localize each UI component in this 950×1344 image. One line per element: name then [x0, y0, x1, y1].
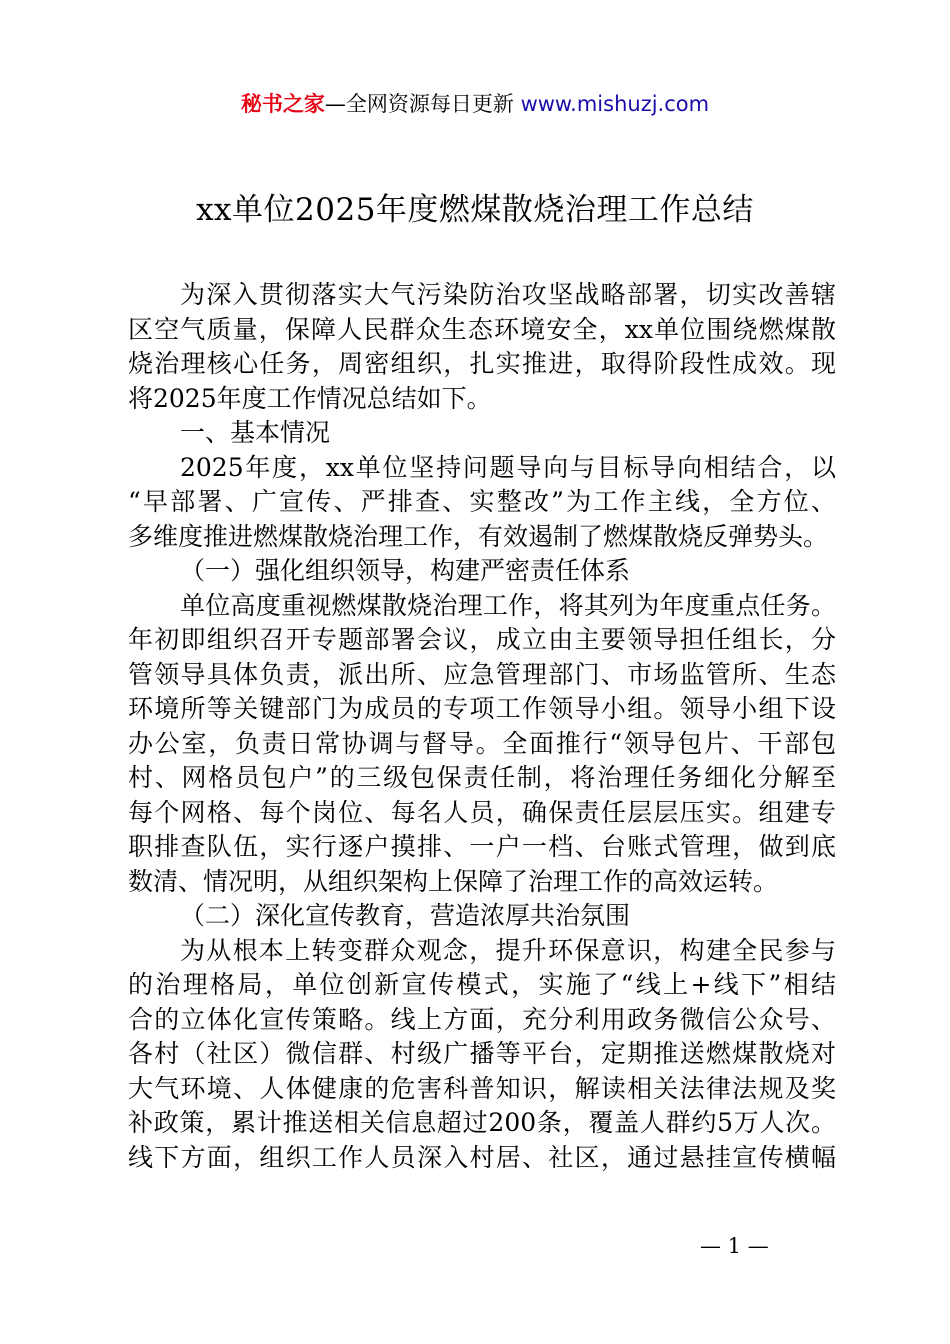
body-line: 为深入贯彻落实大气污染防治攻坚战略部署，切实改善辖	[180, 280, 836, 309]
document-body	[128, 278, 836, 1175]
body-line: 区空气质量，保障人民群众生态环境安全，xx单位围绕燃煤散	[128, 314, 836, 344]
body-line: 2025年度，xx单位坚持问题导向与目标导向相结合，以	[180, 452, 836, 482]
body-line: 环境所等关键部门为成员的专项工作领导小组。领导小组下设	[128, 694, 836, 723]
body-line: 村、网格员包户”的三级包保责任制，将治理任务细化分解至	[128, 763, 836, 792]
body-line: 合的立体化宣传策略。线上方面，充分利用政务微信公众号、	[128, 1004, 836, 1034]
site-url[interactable]: www.mishuzj.com	[520, 92, 710, 116]
body-line: 将2025年度工作情况总结如下。	[128, 383, 492, 413]
body-line: 办公室，负责日常协调与督导。全面推行“领导包片、干部包	[128, 728, 836, 758]
page-number: — 1 —	[700, 1234, 769, 1258]
body-line: 数清、情况明，从组织架构上保障了治理工作的高效运转。	[128, 866, 779, 896]
body-line: 烧治理核心任务，周密组织，扎实推进，取得阶段性成效。现	[128, 349, 836, 378]
body-line: 职排查队伍，实行逐户摸排、一户一档、台账式管理，做到底	[128, 832, 836, 861]
site-header	[0, 88, 950, 120]
brand-name: 秘书之家	[240, 92, 325, 116]
document-title: xx单位2025年度燃煤散烧治理工作总结	[196, 192, 754, 228]
body-line: 管领导具体负责，派出所、应急管理部门、市场监管所、生态	[128, 659, 836, 689]
header-tagline: —全网资源每日更新	[324, 92, 521, 116]
body-line: 年初即组织召开专题部署会议，成立由主要领导担任组长，分	[128, 625, 836, 654]
body-line: 补政策，累计推送相关信息超过200条，覆盖人群约5万人次。	[128, 1108, 836, 1137]
body-line: 各村（社区）微信群、村级广播等平台，定期推送燃煤散烧对	[128, 1039, 836, 1068]
subsection-heading: （一）强化组织领导，构建严密责任体系	[180, 556, 631, 585]
body-line: 大气环境、人体健康的危害科普知识，解读相关法律法规及奖	[128, 1073, 836, 1103]
section-heading: 一、基本情况	[180, 418, 331, 447]
body-line: 线下方面，组织工作人员深入村居、社区，通过悬挂宣传横幅	[128, 1142, 836, 1172]
body-line: 为从根本上转变群众观念，提升环保意识，构建全民参与	[180, 935, 836, 965]
subsection-heading: （二）深化宣传教育，营造浓厚共治氛围	[180, 901, 631, 930]
body-line: 多维度推进燃煤散烧治理工作，有效遏制了燃煤散烧反弹势头。	[128, 521, 829, 551]
body-line: 单位高度重视燃煤散烧治理工作，将其列为年度重点任务。	[180, 590, 836, 620]
body-line: 的治理格局，单位创新宣传模式，实施了“线上+线下”相结	[128, 970, 836, 999]
body-line: 每个网格、每个岗位、每名人员，确保责任层层压实。组建专	[128, 797, 836, 827]
body-line: “早部署、广宣传、严排查、实整改”为工作主线，全方位、	[128, 487, 836, 516]
